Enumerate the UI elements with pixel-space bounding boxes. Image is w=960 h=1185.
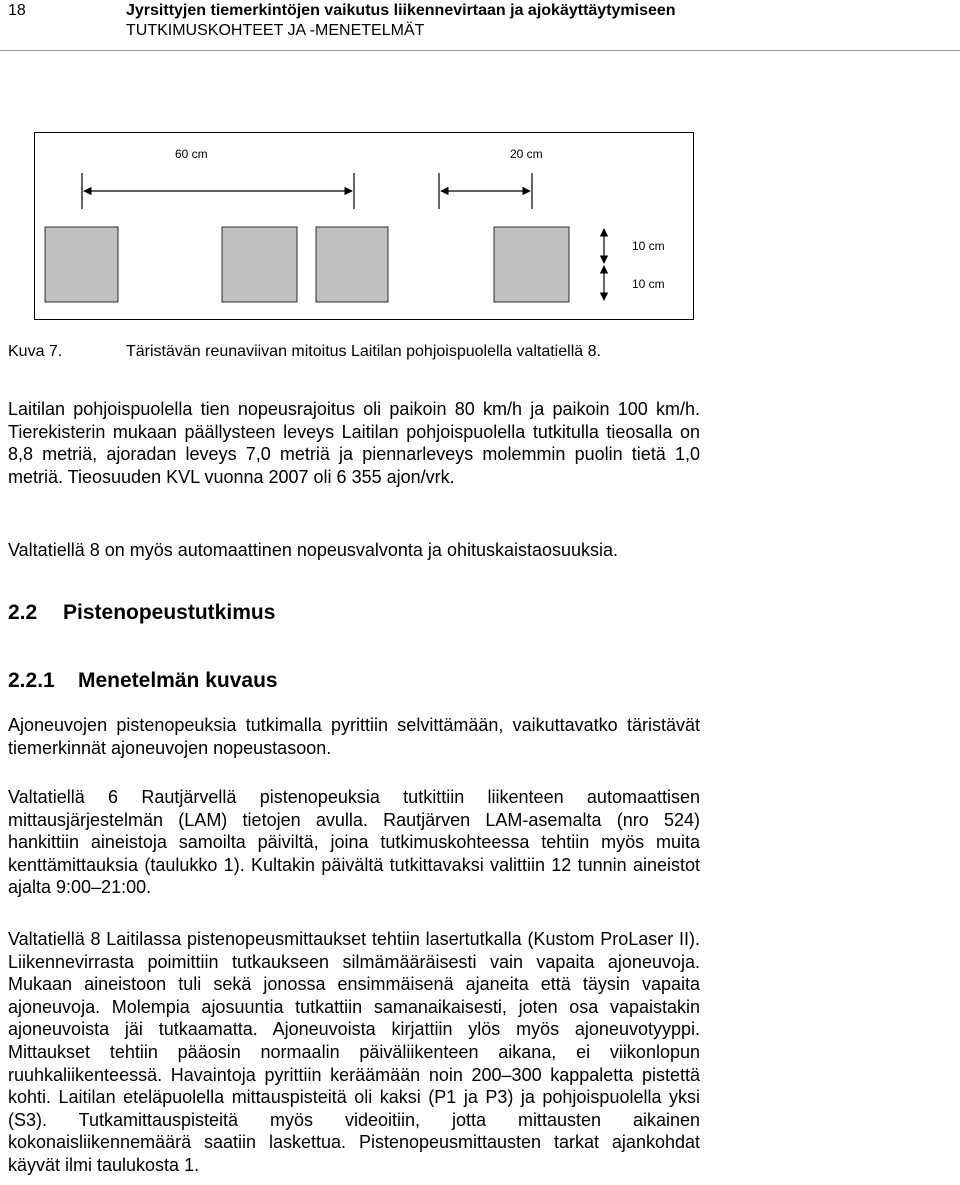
paragraph-speed-limit: Laitilan pohjoispuolella tien nopeusrajoitus oli paikoin 80 km/h ja paikoin 100 km/h. Tierekisterin mukaan päällysteen leveys Laitilan pohjoispuolella tutkitulla tieosalla on 8,8 metriä, ajoradan leveys 7,0 metriä ja piennarleveys molemmin puolin tietä 1,0 metriä. Tieosuuden KVL vuonna 2007 oli 6 355 ajon/vrk. <box>8 399 700 487</box>
strip-3 <box>316 227 388 302</box>
header-divider <box>0 50 960 51</box>
strip-4 <box>494 227 569 302</box>
figure-caption-number: Kuva 7. <box>8 343 63 360</box>
rumble-strip-diagram <box>34 132 694 320</box>
label-60-cm: 60 cm <box>175 147 208 161</box>
subsection-heading <box>8 669 278 693</box>
section-title: Pistenopeustutkimus <box>63 601 276 624</box>
label-10-cm-top: 10 cm <box>632 239 665 253</box>
paragraph-lam-data: Valtatiellä 6 Rautjärvellä pistenopeuksia tutkittiin liikenteen automaattisen mittausjärjestelmän (LAM) tietojen avulla. Rautjärven LAM-asemalta (nro 524) hankittiin aineistoja samoilta päiviltä, joina tutkimuskohteessa tehtiin myös muita kenttämittauksia (taulukko 1). Kultakin päivältä tutkittavaksi valittiin 12 tunnin aineistot ajalta 9:00–21:00. <box>8 787 700 898</box>
label-10-cm-bottom: 10 cm <box>632 277 665 291</box>
figure-caption-text: Täristävän reunaviivan mitoitus Laitilan pohjoispuolella valtatiellä 8. <box>126 343 601 360</box>
strip-1 <box>45 227 118 302</box>
paragraph-enforcement: Valtatiellä 8 on myös automaattinen nopeusvalvonta ja ohituskaistaosuuksia. <box>8 540 619 560</box>
diagram-svg <box>35 133 693 319</box>
subsection-number: 2.2.1 <box>8 669 55 692</box>
section-number: 2.2 <box>8 601 38 624</box>
label-20-cm: 20 cm <box>510 147 543 161</box>
subsection-title: Menetelmän kuvaus <box>78 669 278 692</box>
page-number: 18 <box>8 2 26 19</box>
strip-2 <box>222 227 297 302</box>
paragraph-method-intro: Ajoneuvojen pistenopeuksia tutkimalla pyrittiin selvittämään, vaikuttavatko täristävät tiemerkinnät ajoneuvojen nopeustasoon. <box>8 715 700 758</box>
section-heading <box>8 601 275 625</box>
running-subtitle: TUTKIMUSKOHTEET JA -MENETELMÄT <box>126 22 425 39</box>
running-title: Jyrsittyjen tiemerkintöjen vaikutus liikennevirtaan ja ajokäyttäytymiseen <box>126 2 676 19</box>
paragraph-laser-measurement: Valtatiellä 8 Laitilassa pistenopeusmittaukset tehtiin lasertutkalla (Kustom ProLaser II). Liikennevirrasta poimittiin tutkaukseen silmämääräisesti vain vapaita ajoneuvoja. Mukaan aineistoon tuli sekä jonossa ensimmäisenä ajaneita että täysin vapaita ajoneuvoja. Molempia ajosuuntia tutkattiin samanaikaisesti, joten osa vapaistakin ajoneuvoista jäi tutkaamatta. Ajoneuvoista kirjattiin ylös myös ajoneuvotyyppi. Mittaukset tehtiin pääosin normaalin päiväliikenteen aikana, ei viikonlopun ruuhkaliikenteessä. Havaintoja pyrittiin keräämään noin 200–300 kappaletta pistettä kohti. Laitilan eteläpuolella mittauspisteitä oli kaksi (P1 ja P3) ja pohjoispuolella yksi (S3). Tutkamittauspisteitä myös videoitiin, jotta mittausten aikainen kokonaisliikennemäärä saatiin laskettua. Pistenopeusmittausten tarkat ajankohdat käyvät ilmi taulukosta 1. <box>8 929 700 1175</box>
